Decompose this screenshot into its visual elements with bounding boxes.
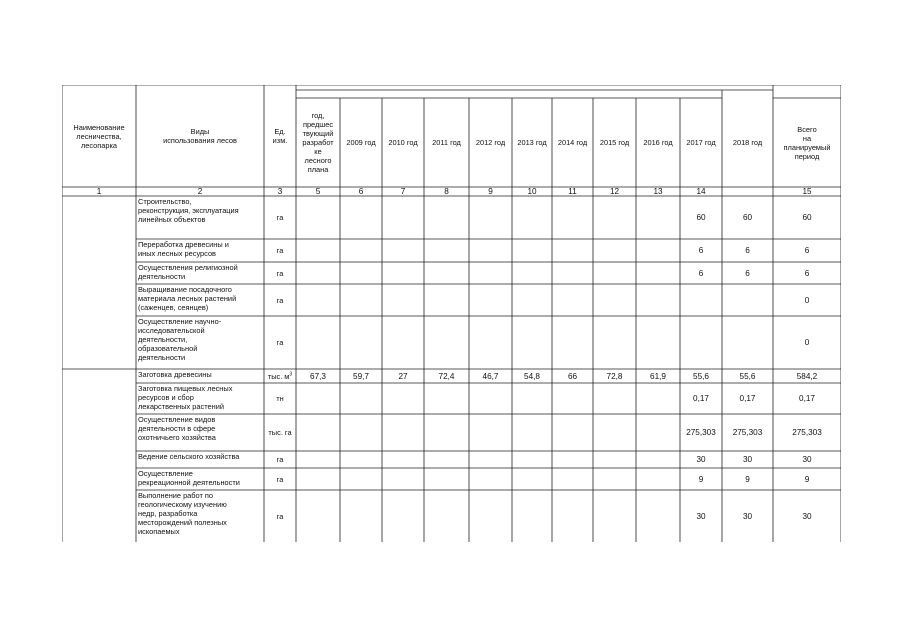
row-value-total: 275,303 bbox=[792, 428, 822, 437]
header-year-2018: 2018 год bbox=[732, 138, 763, 147]
row-value-y2010: 27 bbox=[398, 371, 408, 381]
row-value-y2018: 275,303 bbox=[732, 428, 763, 437]
row-value-y2017: 60 bbox=[696, 213, 706, 222]
header-forestry-name: Наименование лесничества, лесопарка bbox=[73, 122, 125, 150]
row-use-type: Выполнение работ по геологическому изучению недр, разработка месторождений полезных ископаемых bbox=[138, 491, 227, 536]
row-value-total: 30 bbox=[802, 455, 812, 464]
column-number: 13 bbox=[653, 187, 663, 196]
row-use-type: Осуществления религиозной деятельности bbox=[138, 263, 238, 281]
header-year-2014: 2014 год bbox=[557, 138, 588, 147]
row-value-y2011: 72,4 bbox=[438, 371, 455, 381]
row-value-total: 6 bbox=[804, 268, 810, 278]
header-year-2016: 2016 год bbox=[643, 138, 673, 147]
row-value-total: 0 bbox=[804, 338, 810, 347]
column-number: 15 bbox=[802, 187, 812, 196]
row-unit: га bbox=[276, 268, 284, 278]
header-year-2013: 2013 год bbox=[517, 138, 547, 147]
header-total: Всего на планируемый период bbox=[783, 124, 831, 161]
row-value-y2017: 0,17 bbox=[693, 394, 709, 403]
row-use-type: Ведение сельского хозяйства bbox=[138, 452, 240, 461]
row-value-y2018: 55,6 bbox=[739, 371, 756, 381]
row-value-y2018: 6 bbox=[745, 246, 750, 255]
row-value-total: 30 bbox=[802, 511, 812, 521]
row-unit: га bbox=[276, 511, 284, 521]
row-value-total: 0 bbox=[804, 295, 810, 305]
column-number: 2 bbox=[197, 187, 203, 196]
row-unit: га bbox=[276, 213, 284, 222]
column-number: 5 bbox=[315, 187, 321, 196]
row-value-y2018: 6 bbox=[745, 268, 750, 278]
row-value-y2017: 6 bbox=[698, 246, 704, 255]
header-year-2015: 2015 год bbox=[599, 138, 630, 147]
header-year-2009: 2009 год bbox=[346, 138, 376, 147]
row-use-type: Заготовка пищевых лесных ресурсов и сбор лекарственных растений bbox=[138, 384, 233, 411]
row-value-total: 0,17 bbox=[799, 394, 815, 403]
row-value-y2016: 61,9 bbox=[650, 371, 666, 381]
row-value-total: 584,2 bbox=[796, 371, 818, 381]
row-value-y2018: 30 bbox=[742, 511, 753, 521]
row-use-type: Строительство, реконструкция, эксплуатация линейных объектов bbox=[138, 197, 239, 224]
row-value-y2018: 30 bbox=[742, 455, 753, 464]
header-year-2012: 2012 год bbox=[475, 138, 506, 147]
header-year-2017: 2017 год bbox=[686, 138, 716, 147]
row-use-type: Осуществление видов деятельности в сфере охотничьего хозяйства bbox=[138, 415, 216, 442]
row-unit: га bbox=[276, 474, 284, 484]
column-number: 12 bbox=[609, 187, 620, 196]
column-number: 6 bbox=[358, 187, 364, 196]
row-value-y2017: 6 bbox=[698, 268, 704, 278]
row-value-total: 9 bbox=[804, 474, 810, 484]
column-number: 14 bbox=[696, 187, 706, 196]
row-value-y2017: 275,303 bbox=[686, 428, 716, 437]
column-number: 8 bbox=[444, 187, 449, 196]
column-number: 7 bbox=[400, 187, 406, 196]
row-value-y2017: 9 bbox=[698, 474, 704, 484]
column-number: 1 bbox=[96, 187, 102, 196]
row-unit: га bbox=[276, 295, 284, 305]
header-use-types: Виды использования лесов bbox=[163, 127, 237, 145]
row-value-total: 6 bbox=[804, 246, 810, 255]
header-year-2011: 2011 год bbox=[432, 138, 461, 147]
row-value-y2018: 60 bbox=[742, 213, 753, 222]
row-value-y2013: 54,8 bbox=[524, 371, 540, 381]
row-unit: тыс. $м^3$ bbox=[267, 371, 293, 381]
header-prev-period: год, предшес твующий разработ ке лесного плана bbox=[302, 111, 334, 174]
row-value-y2018: 0,17 bbox=[739, 394, 756, 403]
column-number: 3 bbox=[277, 187, 283, 196]
row-value-y2017: 30 bbox=[696, 455, 706, 464]
unit-superscript: 3 bbox=[289, 371, 293, 378]
row-use-type: Выращивание посадочного материала лесных растений (саженцев, сеянцев) bbox=[138, 285, 237, 312]
row-unit: га bbox=[276, 455, 284, 464]
row-use-type: Осуществление рекреационной деятельности bbox=[138, 469, 240, 487]
row-value-y2017: 30 bbox=[696, 511, 706, 521]
row-unit: тн bbox=[276, 394, 284, 403]
row-value-y2015: 72,8 bbox=[606, 371, 623, 381]
column-number: 10 bbox=[527, 187, 537, 196]
row-value-y2018: 9 bbox=[745, 474, 750, 484]
row-value-y2009: 59,7 bbox=[353, 371, 369, 381]
row-use-type: Осуществление научно- исследовательской деятельности, образовательной деятельности bbox=[138, 317, 222, 362]
row-value-y2017: 55,6 bbox=[693, 371, 709, 381]
column-number: 11 bbox=[568, 187, 577, 196]
row-value-total: 60 bbox=[802, 213, 812, 222]
row-unit: га bbox=[276, 338, 284, 347]
header-unit: Ед. изм. bbox=[272, 127, 288, 145]
header-year-2010: 2010 год bbox=[388, 138, 418, 147]
column-number: 9 bbox=[488, 187, 493, 196]
row-value-y2012: 46,7 bbox=[482, 371, 499, 381]
row-value-y2014: 66 bbox=[567, 371, 578, 381]
forest-use-table bbox=[62, 85, 841, 542]
row-unit: тыс. га bbox=[268, 428, 292, 437]
row-unit: га bbox=[276, 246, 284, 255]
row-use-type: Заготовка древесины bbox=[138, 370, 212, 379]
row-value-prev: 67,3 bbox=[310, 371, 326, 381]
row-use-type: Переработка древесины и иных лесных ресурсов bbox=[138, 240, 229, 258]
